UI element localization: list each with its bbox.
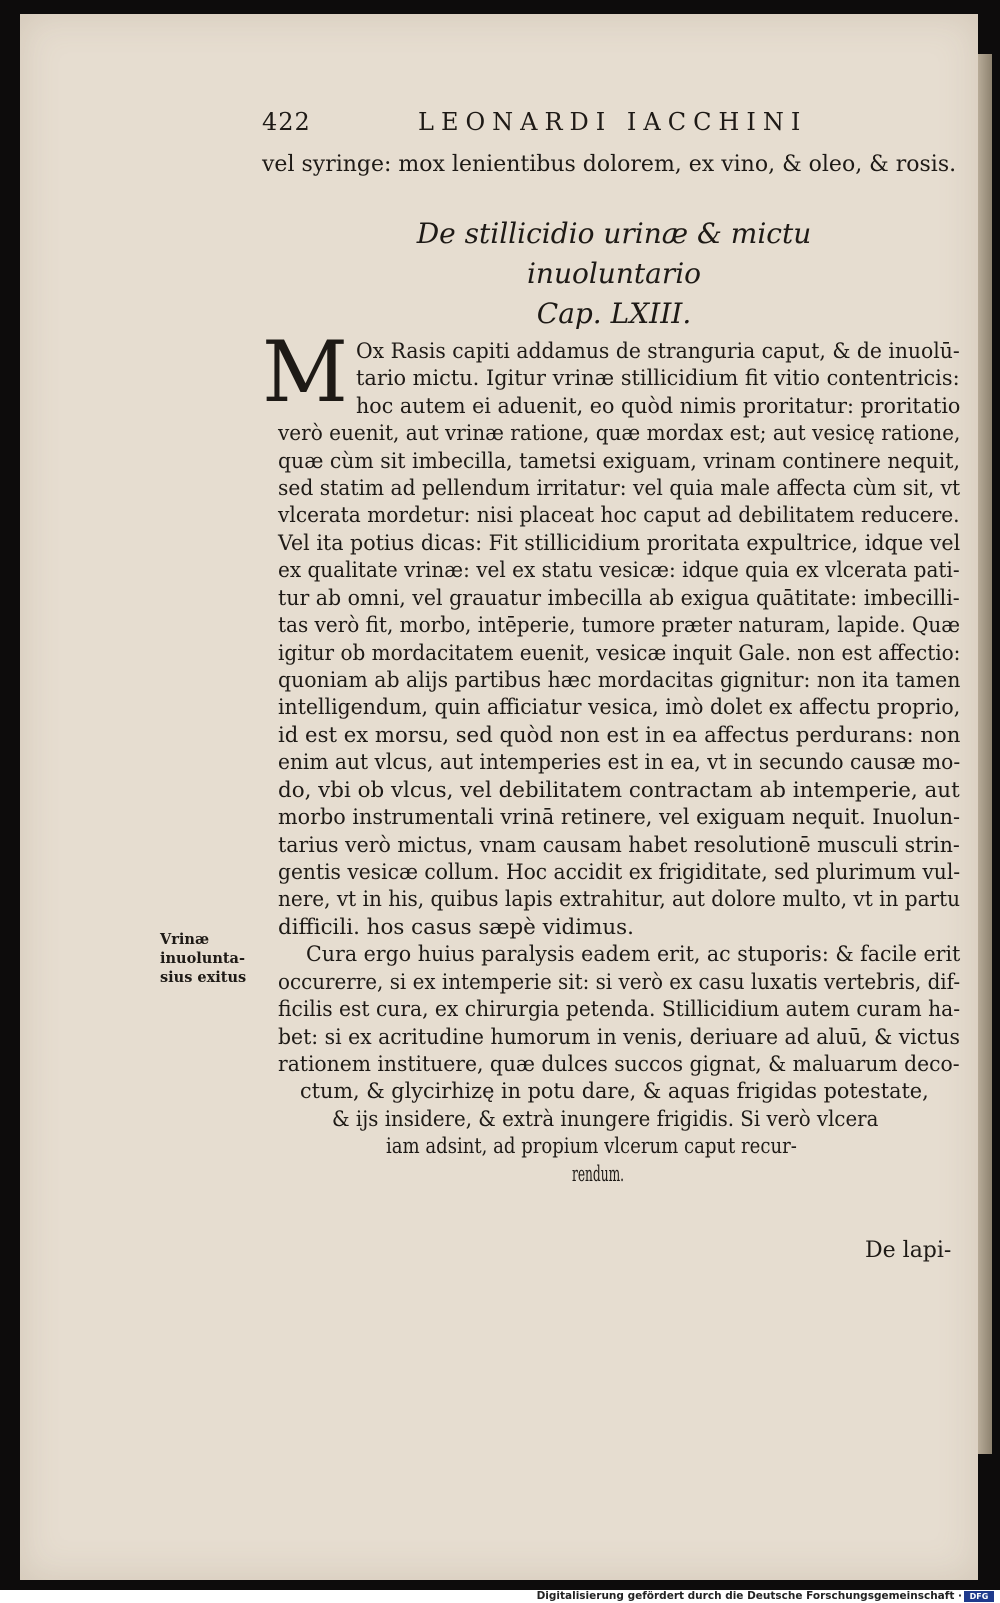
text-line: gentis vesicæ collum. Hoc accidit ex frigiditate, sed plurimum vul- [278, 860, 961, 885]
text-line: rendum. [572, 1162, 625, 1187]
footer-credit: Digitalisierung gefördert durch die Deutsche Forschungsgemeinschaft · [536, 1590, 962, 1602]
marginal-note-line: Vrinæ [160, 931, 210, 948]
text-line: quæ cùm sit imbecilla, tametsi exiguam, vrinam continere nequit, [278, 449, 960, 474]
text-line: sed statim ad pellendum irritatur: vel quia male affecta cùm sit, vt [278, 476, 961, 501]
text-line: morbo instrumentali vrinā retinere, vel exiguam nequit. Inuolun- [278, 805, 960, 830]
text-line: Ox Rasis capiti addamus de stranguria caput, & de inuolū- [356, 339, 960, 364]
dfg-logo-icon: DFG [964, 1591, 994, 1602]
text-line: hoc autem ei aduenit, eo quòd nimis proritatur: proritatio [356, 394, 961, 419]
chapter-number: Cap. LXIII. [536, 297, 692, 330]
running-head-author: LEONARDI IACCHINI [418, 108, 808, 136]
text-line: tarius verò mictus, vnam causam habet resolutionē musculi strin- [278, 833, 960, 858]
footer-bar [0, 1590, 1000, 1603]
text-line: rationem instituere, quæ dulces succos gignat, & maluarum deco- [278, 1052, 960, 1077]
text-line: iam adsint, ad propium vlcerum caput recur- [386, 1134, 797, 1159]
text-line: bet: si ex acritudine humorum in venis, deriuare ad aluū, & victus [278, 1025, 960, 1050]
text-line: tur ab omni, vel grauatur imbecilla ab exigua quātitate: imbecilli- [278, 586, 960, 611]
text-line: id est ex morsu, sed quòd non est in ea affectus perdurans: non [278, 723, 961, 748]
text-line: difficili. hos casus sæpè vidimus. [278, 915, 634, 940]
text-line: & ijs insidere, & extrà inungere frigidis. Si verò vlcera [332, 1107, 879, 1132]
text-line: Vel ita potius dicas: Fit stillicidium proritata expultrice, idque vel [278, 531, 961, 556]
marginal-note-line: sius exitus [160, 969, 247, 986]
text-line: Cura ergo huius paralysis eadem erit, ac stuporis: & facile erit [306, 942, 961, 967]
text-line: ficilis est cura, ex chirurgia petenda. Stillicidium autem curam ha- [278, 997, 961, 1022]
text-line: igitur ob mordacitatem euenit, vesicæ inquit Gale. non est affectio: [278, 641, 961, 666]
drop-cap: M [262, 323, 349, 421]
text-line: enim aut vlcus, aut intemperies est in ea, vt in secundo causæ mo- [278, 750, 961, 775]
text-line: nere, vt in his, quibus lapis extrahitur, aut dolore multo, vt in partu [278, 887, 961, 912]
text-line: intelligendum, quin afficiatur vesica, imò dolet ex affectu proprio, [278, 695, 961, 720]
text-line: ex qualitate vrinæ: vel ex statu vesicæ: idque quia ex vlcerata pati- [278, 558, 960, 583]
marginal-note-line: inuolunta- [160, 950, 245, 967]
text-line: quoniam ab alijs partibus hæc mordacitas gignitur: non ita tamen [278, 668, 961, 693]
page-number: 422 [262, 108, 311, 136]
text-line: ctum, & glycirhizę in potu dare, & aquas frigidas potestate, [300, 1079, 929, 1104]
chapter-heading: De stillicidio urinæ & mictu inuoluntario [416, 217, 812, 290]
chapter-title [364, 214, 864, 334]
text-line: occurerre, si ex intemperie sit: si verò ex casu luxatis vertebris, dif- [278, 970, 961, 995]
text-line: vel syringe: mox lenientibus dolorem, ex vino, & oleo, & rosis. [262, 152, 957, 177]
text-line: tario mictu. Igitur vrinæ stillicidium fit vitio contentricis: [356, 366, 960, 391]
text-line: do, vbi ob vlcus, vel debilitatem contractam ab intemperie, aut [278, 778, 960, 803]
catchword: De lapi- [865, 1238, 952, 1263]
text-line: verò euenit, aut vrinæ ratione, quæ mordax est; aut vesicę ratione, [278, 421, 961, 446]
marginal-note [160, 930, 246, 987]
text-line: vlcerata mordetur: nisi placeat hoc caput ad debilitatem reducere. [278, 503, 960, 528]
page-edge [978, 54, 992, 1454]
text-line: tas verò fit, morbo, intēperie, tumore præter naturam, lapide. Quæ [278, 613, 961, 638]
